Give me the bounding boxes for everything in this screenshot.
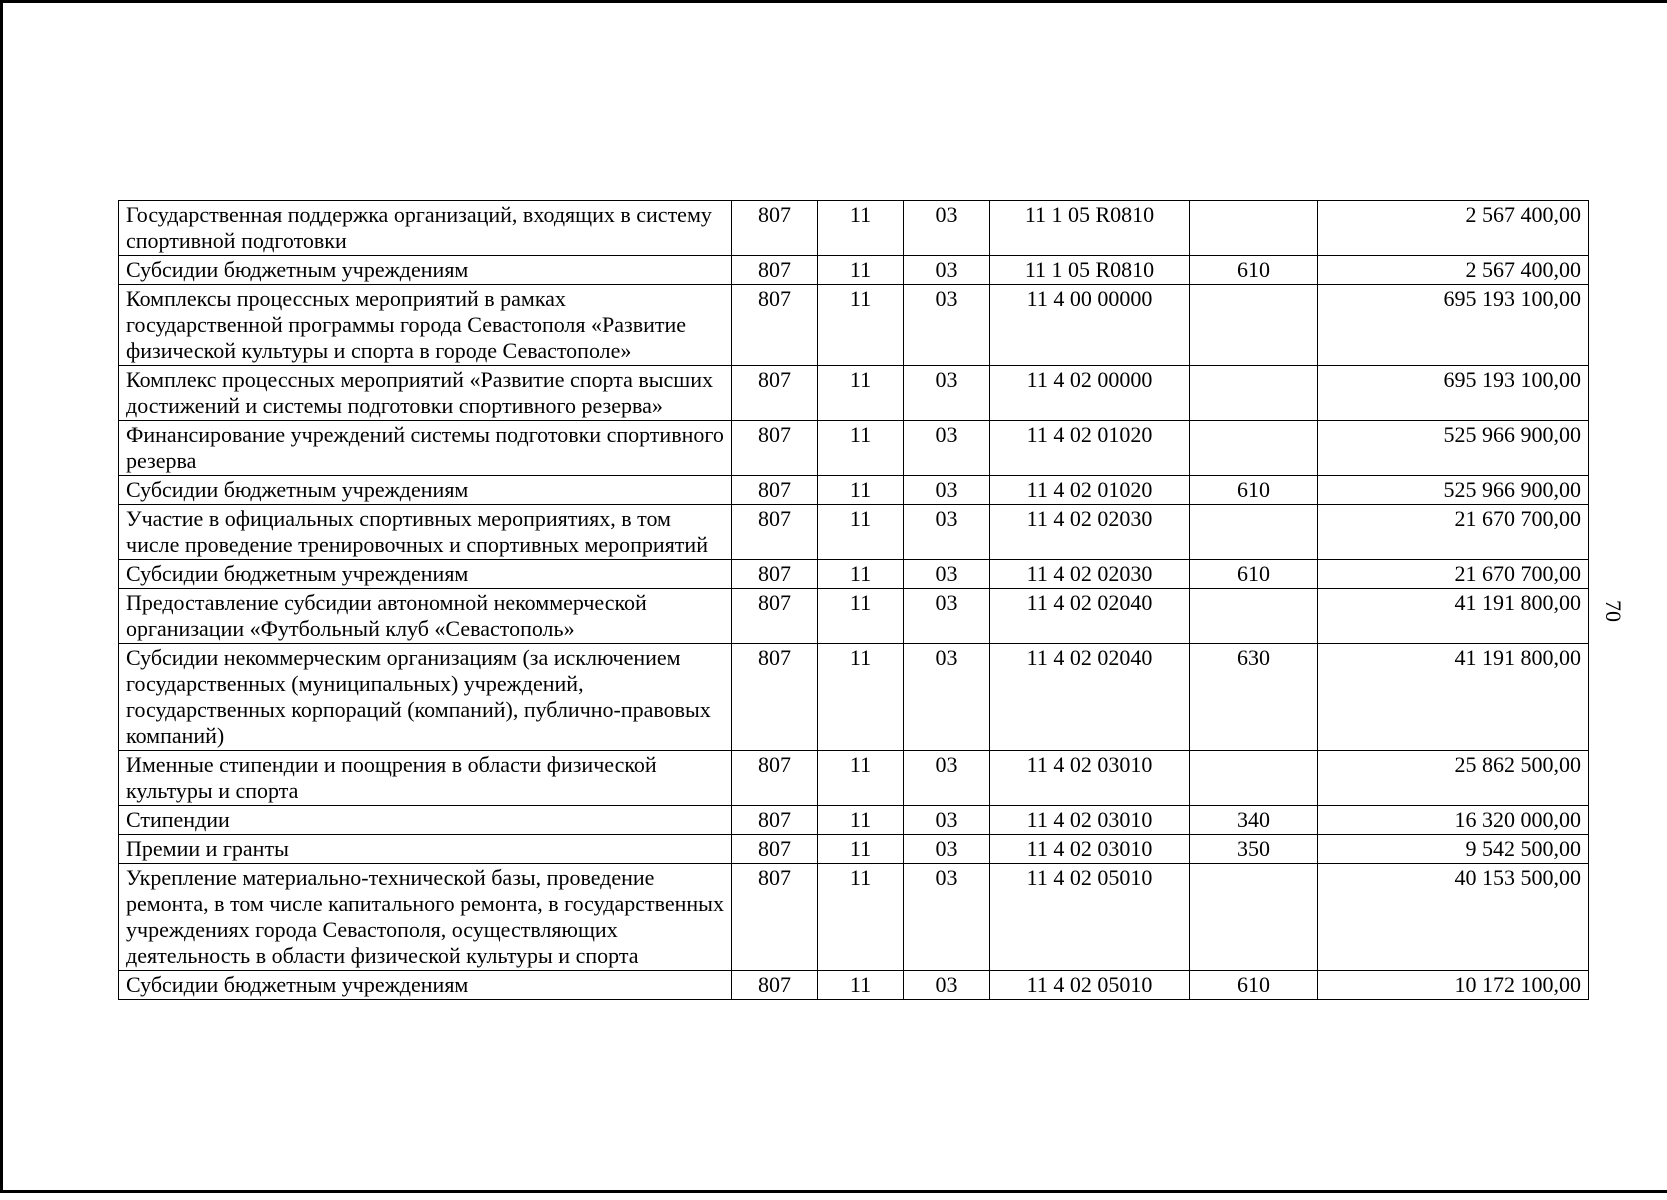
subsection-code-cell: 03 [904, 421, 990, 476]
row-name-cell: Субсидии бюджетным учреждениям [119, 971, 732, 1000]
amount-cell: 40 153 500,00 [1318, 864, 1589, 971]
expense-type-cell [1190, 864, 1318, 971]
ministry-code-cell: 807 [732, 256, 818, 285]
ministry-code-cell: 807 [732, 476, 818, 505]
expense-type-cell [1190, 751, 1318, 806]
row-name-cell: Комплекс процессных мероприятий «Развитие спорта высших достижений и системы подготовки спортивного резерва» [119, 366, 732, 421]
section-code-cell: 11 [818, 366, 904, 421]
ministry-code-cell: 807 [732, 421, 818, 476]
subsection-code-cell: 03 [904, 835, 990, 864]
expense-type-cell: 340 [1190, 806, 1318, 835]
amount-cell: 2 567 400,00 [1318, 201, 1589, 256]
table-row [119, 366, 1589, 421]
section-code-cell: 11 [818, 201, 904, 256]
target-article-cell: 11 4 02 05010 [990, 971, 1190, 1000]
expense-type-cell: 610 [1190, 256, 1318, 285]
amount-cell: 25 862 500,00 [1318, 751, 1589, 806]
expense-type-cell [1190, 285, 1318, 366]
section-code-cell: 11 [818, 751, 904, 806]
amount-cell: 10 172 100,00 [1318, 971, 1589, 1000]
target-article-cell: 11 4 02 03010 [990, 751, 1190, 806]
budget-table [118, 200, 1589, 1000]
amount-cell: 9 542 500,00 [1318, 835, 1589, 864]
section-code-cell: 11 [818, 806, 904, 835]
target-article-cell: 11 4 02 02040 [990, 589, 1190, 644]
subsection-code-cell: 03 [904, 201, 990, 256]
amount-cell: 16 320 000,00 [1318, 806, 1589, 835]
table-row [119, 971, 1589, 1000]
scan-frame-left [0, 0, 3, 1193]
section-code-cell: 11 [818, 644, 904, 751]
target-article-cell: 11 4 02 02030 [990, 505, 1190, 560]
amount-cell: 695 193 100,00 [1318, 285, 1589, 366]
target-article-cell: 11 4 02 03010 [990, 835, 1190, 864]
target-article-cell: 11 4 02 05010 [990, 864, 1190, 971]
section-code-cell: 11 [818, 864, 904, 971]
scan-frame-top [0, 0, 1667, 3]
ministry-code-cell: 807 [732, 806, 818, 835]
table-row [119, 751, 1589, 806]
expense-type-cell [1190, 505, 1318, 560]
target-article-cell: 11 4 02 01020 [990, 421, 1190, 476]
subsection-code-cell: 03 [904, 589, 990, 644]
ministry-code-cell: 807 [732, 971, 818, 1000]
section-code-cell: 11 [818, 476, 904, 505]
amount-cell: 41 191 800,00 [1318, 589, 1589, 644]
subsection-code-cell: 03 [904, 644, 990, 751]
subsection-code-cell: 03 [904, 285, 990, 366]
expense-type-cell [1190, 421, 1318, 476]
page-number: 70 [1601, 600, 1626, 622]
section-code-cell: 11 [818, 835, 904, 864]
row-name-cell: Субсидии бюджетным учреждениям [119, 256, 732, 285]
subsection-code-cell: 03 [904, 560, 990, 589]
ministry-code-cell: 807 [732, 751, 818, 806]
ministry-code-cell: 807 [732, 366, 818, 421]
row-name-cell: Премии и гранты [119, 835, 732, 864]
table-row [119, 644, 1589, 751]
section-code-cell: 11 [818, 285, 904, 366]
section-code-cell: 11 [818, 589, 904, 644]
table-row [119, 421, 1589, 476]
target-article-cell: 11 4 02 02030 [990, 560, 1190, 589]
ministry-code-cell: 807 [732, 864, 818, 971]
expense-type-cell: 610 [1190, 560, 1318, 589]
ministry-code-cell: 807 [732, 644, 818, 751]
target-article-cell: 11 1 05 R0810 [990, 201, 1190, 256]
row-name-cell: Именные стипендии и поощрения в области физической культуры и спорта [119, 751, 732, 806]
subsection-code-cell: 03 [904, 864, 990, 971]
subsection-code-cell: 03 [904, 806, 990, 835]
table-row [119, 560, 1589, 589]
amount-cell: 21 670 700,00 [1318, 505, 1589, 560]
ministry-code-cell: 807 [732, 835, 818, 864]
table-row [119, 589, 1589, 644]
table-row [119, 476, 1589, 505]
row-name-cell: Финансирование учреждений системы подготовки спортивного резерва [119, 421, 732, 476]
expense-type-cell: 610 [1190, 971, 1318, 1000]
budget-table-body [119, 201, 1589, 1000]
expense-type-cell [1190, 366, 1318, 421]
row-name-cell: Субсидии бюджетным учреждениям [119, 476, 732, 505]
subsection-code-cell: 03 [904, 256, 990, 285]
amount-cell: 525 966 900,00 [1318, 421, 1589, 476]
amount-cell: 41 191 800,00 [1318, 644, 1589, 751]
expense-type-cell [1190, 201, 1318, 256]
table-row [119, 806, 1589, 835]
table-row [119, 864, 1589, 971]
section-code-cell: 11 [818, 560, 904, 589]
ministry-code-cell: 807 [732, 201, 818, 256]
amount-cell: 695 193 100,00 [1318, 366, 1589, 421]
row-name-cell: Участие в официальных спортивных мероприятиях, в том числе проведение тренировочных и спортивных мероприятий [119, 505, 732, 560]
target-article-cell: 11 4 02 02040 [990, 644, 1190, 751]
target-article-cell: 11 1 05 R0810 [990, 256, 1190, 285]
ministry-code-cell: 807 [732, 560, 818, 589]
subsection-code-cell: 03 [904, 476, 990, 505]
row-name-cell: Субсидии некоммерческим организациям (за исключением государственных (муниципальных) учреждений, государственных корпораций (компаний), публично-правовых компаний) [119, 644, 732, 751]
ministry-code-cell: 807 [732, 285, 818, 366]
expense-type-cell: 610 [1190, 476, 1318, 505]
target-article-cell: 11 4 02 00000 [990, 366, 1190, 421]
row-name-cell: Укрепление материально-технической базы, проведение ремонта, в том числе капитального ремонта, в государственных учреждениях города Севастополя, осуществляющих деятельность в области физической культуры и спорта [119, 864, 732, 971]
section-code-cell: 11 [818, 421, 904, 476]
subsection-code-cell: 03 [904, 366, 990, 421]
amount-cell: 21 670 700,00 [1318, 560, 1589, 589]
ministry-code-cell: 807 [732, 589, 818, 644]
row-name-cell: Комплексы процессных мероприятий в рамках государственной программы города Севастополя «Развитие физической культуры и спорта в городе Севастополе» [119, 285, 732, 366]
ministry-code-cell: 807 [732, 505, 818, 560]
amount-cell: 2 567 400,00 [1318, 256, 1589, 285]
section-code-cell: 11 [818, 505, 904, 560]
table-row [119, 285, 1589, 366]
scan-frame-bottom [0, 1190, 1667, 1193]
section-code-cell: 11 [818, 256, 904, 285]
subsection-code-cell: 03 [904, 971, 990, 1000]
target-article-cell: 11 4 02 01020 [990, 476, 1190, 505]
expense-type-cell: 630 [1190, 644, 1318, 751]
table-row [119, 201, 1589, 256]
row-name-cell: Предоставление субсидии автономной некоммерческой организации «Футбольный клуб «Севастополь» [119, 589, 732, 644]
subsection-code-cell: 03 [904, 505, 990, 560]
amount-cell: 525 966 900,00 [1318, 476, 1589, 505]
target-article-cell: 11 4 00 00000 [990, 285, 1190, 366]
section-code-cell: 11 [818, 971, 904, 1000]
table-row [119, 256, 1589, 285]
table-row [119, 505, 1589, 560]
row-name-cell: Субсидии бюджетным учреждениям [119, 560, 732, 589]
row-name-cell: Стипендии [119, 806, 732, 835]
table-row [119, 835, 1589, 864]
row-name-cell: Государственная поддержка организаций, входящих в систему спортивной подготовки [119, 201, 732, 256]
expense-type-cell: 350 [1190, 835, 1318, 864]
subsection-code-cell: 03 [904, 751, 990, 806]
target-article-cell: 11 4 02 03010 [990, 806, 1190, 835]
expense-type-cell [1190, 589, 1318, 644]
